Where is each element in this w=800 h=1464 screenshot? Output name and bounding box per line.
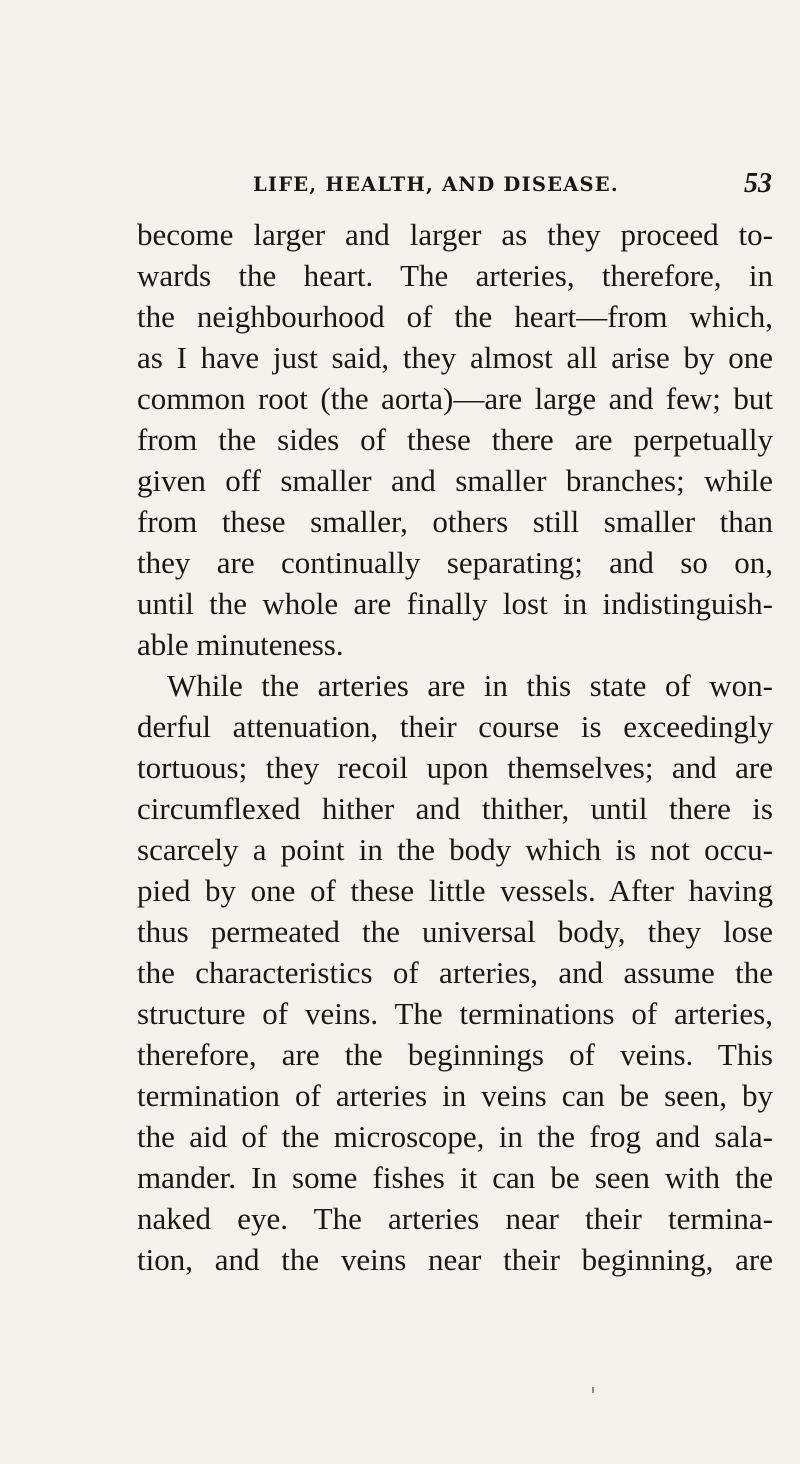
text-line: therefore, are the beginnings of veins. This <box>137 1037 773 1072</box>
text-line: tion, and the veins near their beginning, are <box>137 1242 773 1277</box>
text-line: tortuous; they recoil upon themselves; and are <box>137 750 773 785</box>
text-line: until the whole are finally lost in indistinguish- <box>137 586 773 621</box>
page-header <box>253 170 772 204</box>
page-number: 53 <box>744 168 772 199</box>
print-speck <box>592 1387 594 1393</box>
body-text <box>137 214 773 1280</box>
text-line: the characteristics of arteries, and assume the <box>137 955 773 990</box>
text-line: pied by one of these little vessels. After having <box>137 873 773 908</box>
text-line: from these smaller, others still smaller than <box>137 504 773 539</box>
text-line: structure of veins. The terminations of arteries, <box>137 996 773 1031</box>
text-line: derful attenuation, their course is exceedingly <box>137 709 773 744</box>
text-line: become larger and larger as they proceed to- <box>137 217 773 252</box>
text-line: they are continually separating; and so on, <box>137 545 773 580</box>
text-line: the aid of the microscope, in the frog and sala- <box>137 1119 773 1154</box>
text-line: termination of arteries in veins can be seen, by <box>137 1078 773 1113</box>
text-line: scarcely a point in the body which is not occu- <box>137 832 773 867</box>
text-line: common root (the aorta)—are large and few; but <box>137 381 773 416</box>
text-line: mander. In some fishes it can be seen with the <box>137 1160 773 1195</box>
text-line: circumflexed hither and thither, until there is <box>137 791 773 826</box>
text-line: able minuteness. <box>137 627 344 662</box>
text-line: as I have just said, they almost all arise by one <box>137 340 773 375</box>
text-line: from the sides of these there are perpetually <box>137 422 773 457</box>
text-line: given off smaller and smaller branches; while <box>137 463 773 498</box>
text-line: wards the heart. The arteries, therefore, in <box>137 258 773 293</box>
text-line: the neighbourhood of the heart—from which, <box>137 299 773 334</box>
text-line: naked eye. The arteries near their termina- <box>137 1201 773 1236</box>
text-line: While the arteries are in this state of won- <box>167 668 773 703</box>
text-line: thus permeated the universal body, they lose <box>137 914 773 949</box>
running-title: LIFE, HEALTH, AND DISEASE. <box>253 173 619 196</box>
